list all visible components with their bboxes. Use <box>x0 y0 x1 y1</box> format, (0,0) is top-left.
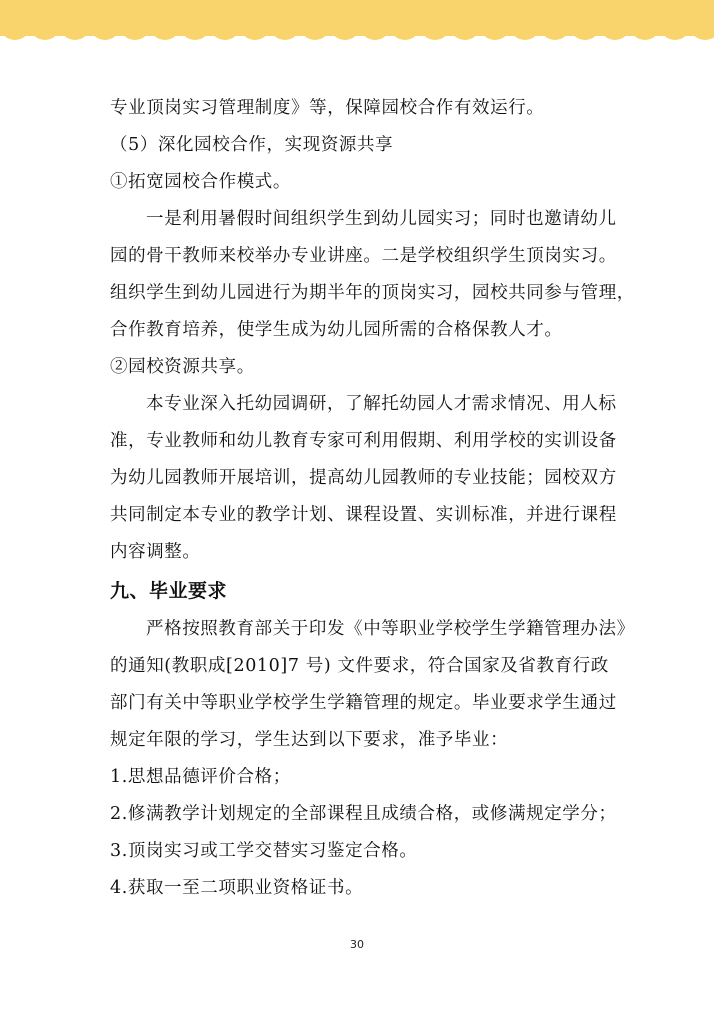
paragraph-line: 内容调整。 <box>110 542 201 562</box>
scallop <box>120 22 150 40</box>
scallop <box>660 22 690 40</box>
requirement-item: 2.修满教学计划规定的全部课程且成绩合格，或修满规定学分； <box>110 804 617 824</box>
scallop <box>330 22 360 40</box>
document-body <box>110 90 635 907</box>
paragraph-line: 严格按照教育部关于印发《中等职业学校学生学籍管理办法》 <box>146 619 635 639</box>
scallop <box>630 22 660 40</box>
scallop <box>450 22 480 40</box>
paragraph-line: 专业顶岗实习管理制度》等，保障园校合作有效运行。 <box>110 98 545 118</box>
scallop <box>540 22 570 40</box>
paragraph-line: 部门有关中等职业学校学生学籍管理的规定。毕业要求学生通过 <box>110 693 617 713</box>
scallop <box>270 22 300 40</box>
scallop <box>0 22 30 40</box>
paragraph-line: 为幼儿园教师开展培训，提高幼儿园教师的专业技能；园校双方 <box>110 468 617 488</box>
paragraph-line: 的通知(教职成[2010]7 号) 文件要求，符合国家及省教育行政 <box>110 656 609 676</box>
paragraph-line: 本专业深入托幼园调研，了解托幼园人才需求情况、用人标 <box>146 394 617 414</box>
scallop <box>570 22 600 40</box>
requirement-item: 3.顶岗实习或工学交替实习鉴定合格。 <box>110 841 418 861</box>
scallop <box>60 22 90 40</box>
scallop <box>600 22 630 40</box>
paragraph-line: 园的骨干教师来校举办专业讲座。二是学校组织学生顶岗实习。 <box>110 246 617 266</box>
requirement-item: 1.思想品德评价合格； <box>110 767 291 787</box>
requirement-item: 4.获取一至二项职业资格证书。 <box>110 878 364 898</box>
paragraph-line: 组织学生到幼儿园进行为期半年的顶岗实习，园校共同参与管理， <box>110 283 635 303</box>
section-subtitle: （5）深化园校合作，实现资源共享 <box>110 135 394 155</box>
scallop <box>30 22 60 40</box>
scallop <box>390 22 420 40</box>
scallop <box>90 22 120 40</box>
scallop <box>360 22 390 40</box>
page-number: 30 <box>350 938 364 951</box>
scallop <box>180 22 210 40</box>
scallop <box>210 22 240 40</box>
paragraph-line: 一是利用暑假时间组织学生到幼儿园实习；同时也邀请幼儿 <box>146 209 617 229</box>
paragraph-line: 合作教育培养，使学生成为幼儿园所需的合格保教人才。 <box>110 320 563 340</box>
scallop <box>240 22 270 40</box>
scallop <box>510 22 540 40</box>
paragraph-line: 准，专业教师和幼儿教育专家可利用假期、利用学校的实训设备 <box>110 431 617 451</box>
scallop <box>420 22 450 40</box>
paragraph-line: 共同制定本专业的教学计划、课程设置、实训标准，并进行课程 <box>110 505 617 525</box>
list-item-title: ②园校资源共享。 <box>110 357 255 377</box>
scallop <box>480 22 510 40</box>
scallop <box>150 22 180 40</box>
section-heading: 九、毕业要求 <box>110 580 228 602</box>
scallop <box>300 22 330 40</box>
scallop <box>690 22 714 40</box>
scalloped-border <box>0 22 714 52</box>
list-item-title: ①拓宽园校合作模式。 <box>110 172 291 192</box>
paragraph-line: 规定年限的学习，学生达到以下要求，准予毕业： <box>110 730 509 750</box>
